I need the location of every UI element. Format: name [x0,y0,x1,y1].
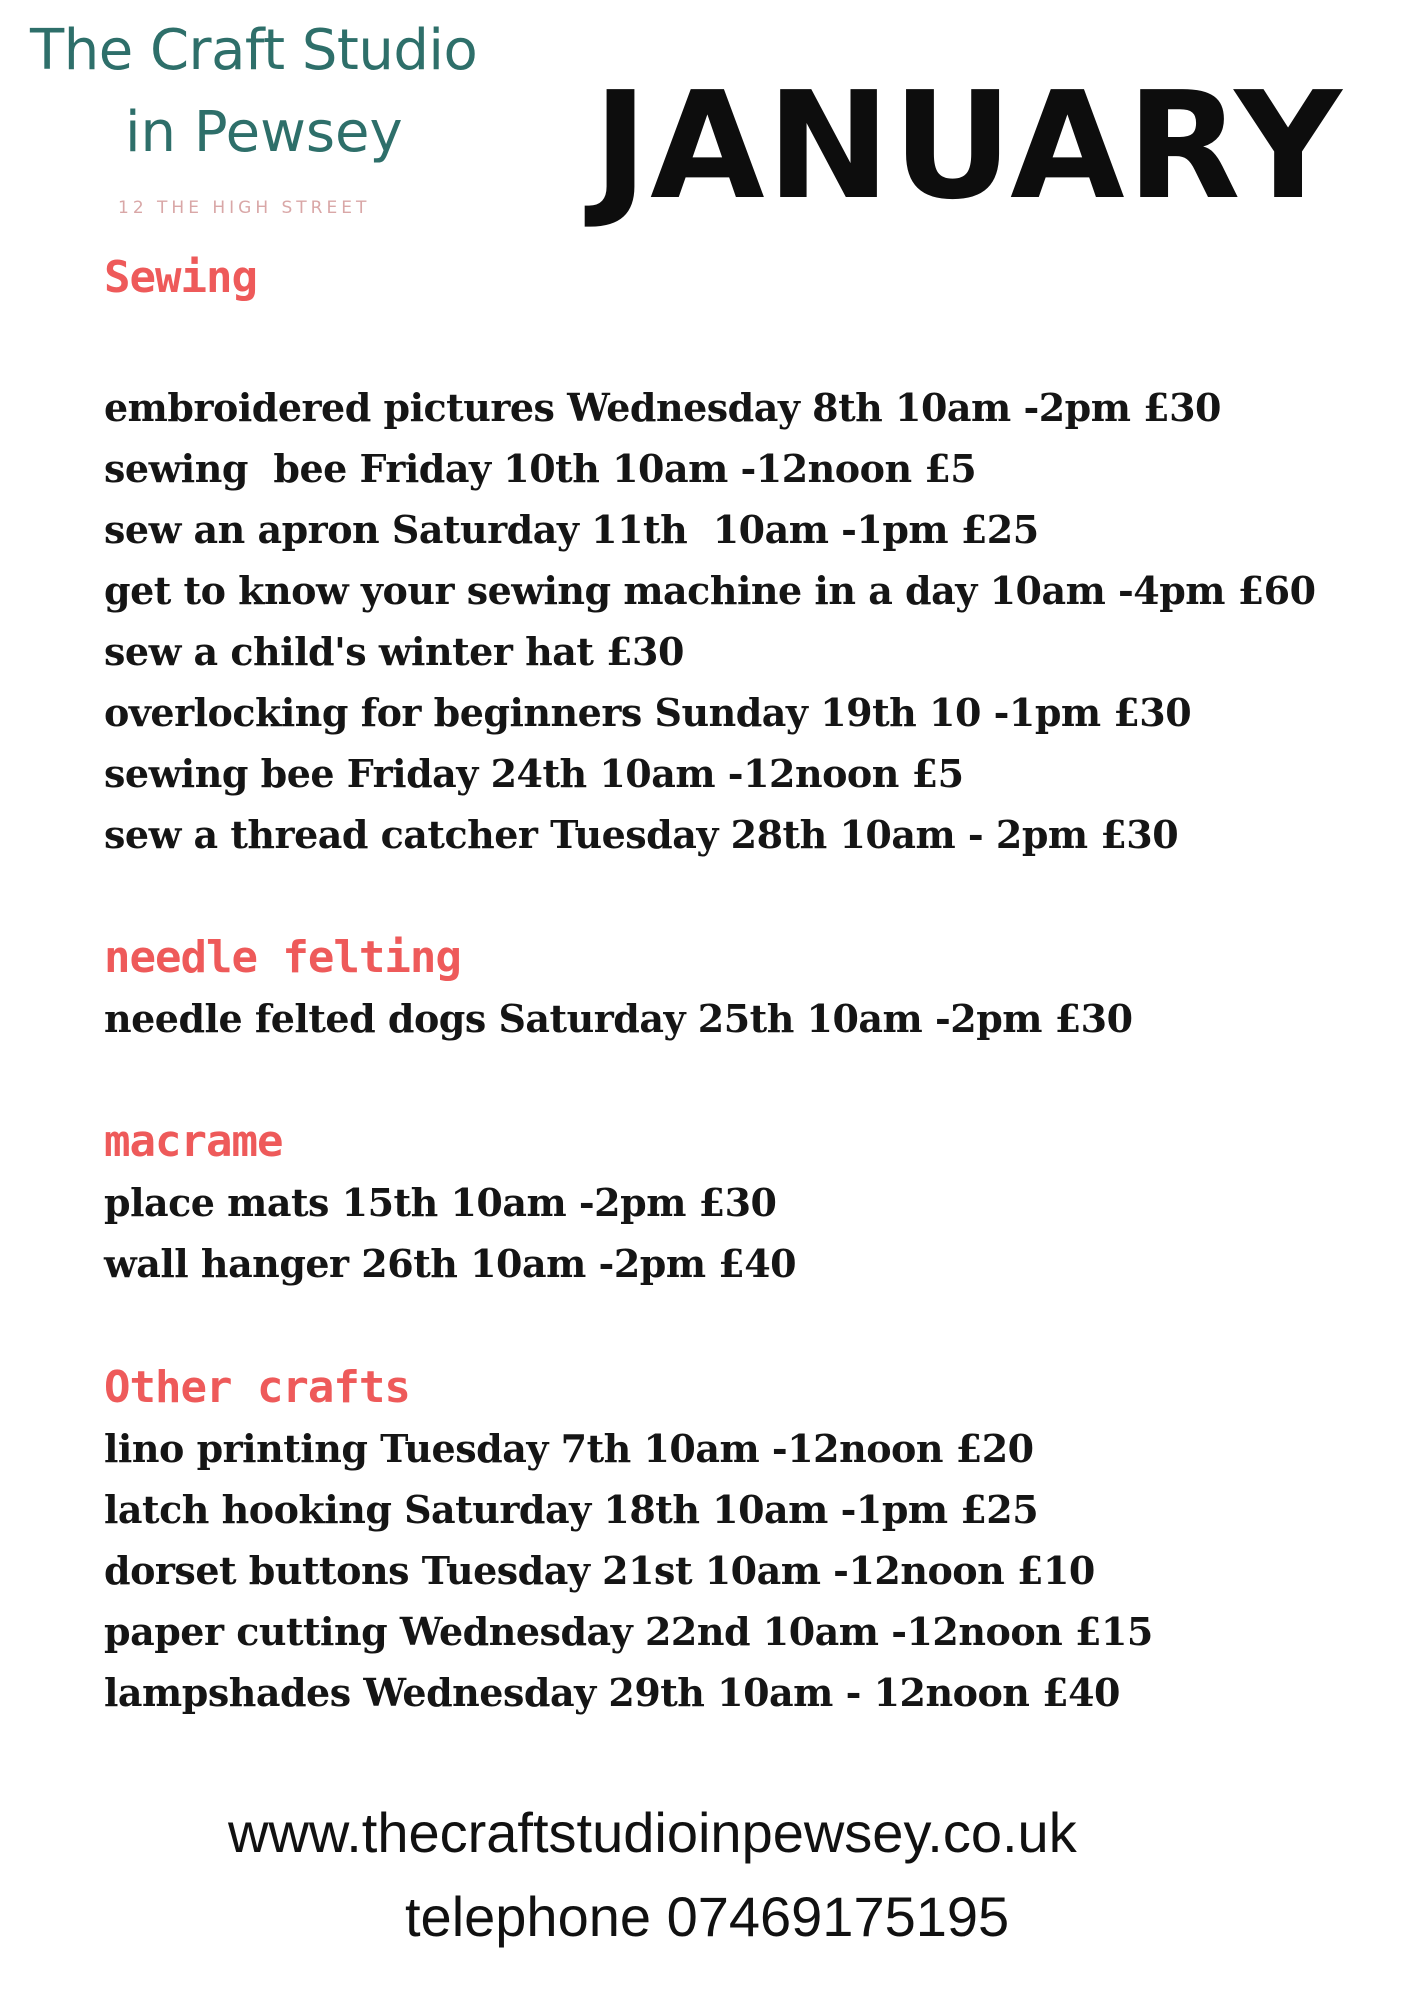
list-item: sew an apron Saturday 11th 10am -1pm £25 [104,507,1039,552]
section-heading-needle-felting: needle felting [104,932,461,983]
website-link[interactable]: www.thecraftstudioinpewsey.co.uk [228,1801,1077,1864]
list-item: wall hanger 26th 10am -2pm £40 [104,1241,797,1286]
month-title: JANUARY [593,60,1344,232]
section-heading-macrame: macrame [104,1116,283,1167]
list-item: get to know your sewing machine in a day 10am -4pm £60 [104,568,1316,613]
list-item: paper cutting Wednesday 22nd 10am -12noon £15 [104,1609,1153,1654]
logo-line-2: in Pewsey [125,100,403,165]
list-item: embroidered pictures Wednesday 8th 10am -2pm £30 [104,385,1222,430]
list-item: latch hooking Saturday 18th 10am -1pm £25 [104,1487,1039,1532]
studio-logo [30,12,478,222]
list-item: sew a child's winter hat £30 [104,629,684,674]
logo-address: 12 THE HIGH STREET [118,198,371,218]
list-item: sewing bee Friday 10th 10am -12noon £5 [104,446,977,491]
list-item: sewing bee Friday 24th 10am -12noon £5 [104,751,964,796]
list-item: lampshades Wednesday 29th 10am - 12noon £40 [104,1670,1120,1715]
list-item: place mats 15th 10am -2pm £30 [104,1180,777,1225]
section-heading-sewing: Sewing [104,252,257,303]
logo-line-1: The Craft Studio [30,18,478,83]
section-heading-other-crafts: Other crafts [104,1362,410,1413]
list-item: overlocking for beginners Sunday 19th 10 -1pm £30 [104,690,1192,735]
list-item: needle felted dogs Saturday 25th 10am -2pm £30 [104,996,1133,1041]
list-item: dorset buttons Tuesday 21st 10am -12noon £10 [104,1548,1095,1593]
list-item: lino printing Tuesday 7th 10am -12noon £20 [104,1426,1034,1471]
telephone-number: telephone 07469175195 [405,1885,1010,1948]
list-item: sew a thread catcher Tuesday 28th 10am - 2pm £30 [104,812,1179,857]
